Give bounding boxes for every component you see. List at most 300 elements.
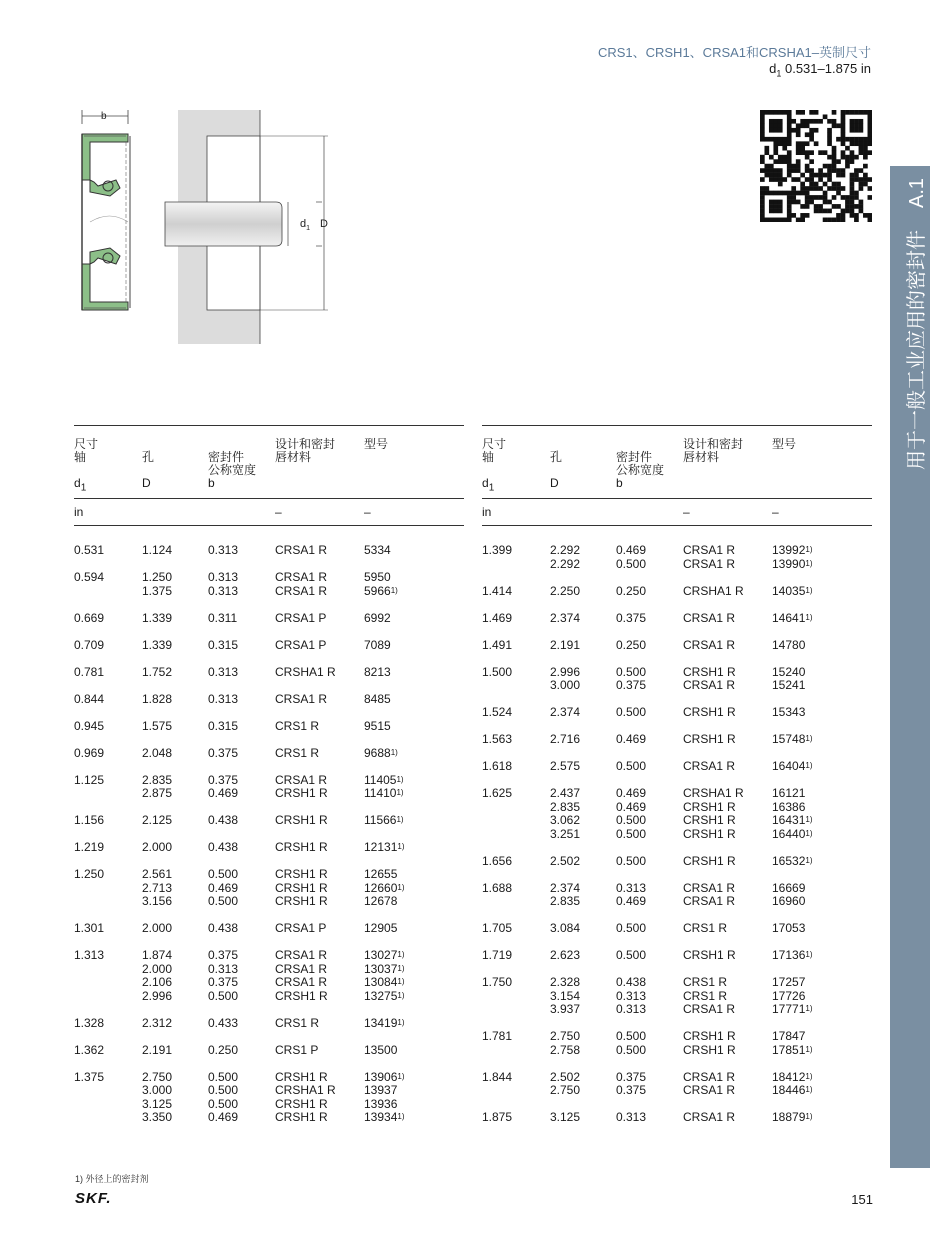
designation-cell-line [364, 976, 464, 990]
bore-value: 1.828 [142, 691, 173, 706]
design-value: CRSA1 R [275, 961, 328, 976]
design-value: CRSH1 R [275, 1110, 328, 1124]
width-value: 0.313 [208, 691, 239, 706]
designation-cell-line [364, 747, 464, 761]
bore-value: 2.328 [550, 975, 581, 989]
design-value: CRSH1 R [683, 948, 736, 962]
bore-value: 1.375 [142, 583, 173, 598]
width-value: 0.250 [208, 1042, 239, 1057]
shaft-diameter: 1.688 [482, 880, 513, 895]
bore-diameter [550, 747, 616, 774]
shaft-diameter: 1.469 [482, 610, 513, 625]
bore-value: 2.048 [142, 745, 173, 760]
bore-diameter [550, 1017, 616, 1058]
bore-value: 2.125 [142, 813, 173, 827]
design-value: CRSA1 R [275, 975, 328, 989]
bore-value: 2.561 [142, 867, 173, 881]
design-material [683, 625, 772, 652]
bore-value: 2.106 [142, 975, 173, 989]
footnote-marker: 1) [805, 828, 813, 838]
design-value: CRSA1 R [275, 583, 328, 598]
designation [772, 720, 872, 747]
shaft-diameter: 1.500 [482, 664, 513, 679]
designation-value: 16960 [772, 894, 806, 908]
table-row [74, 828, 464, 855]
designation [772, 747, 872, 774]
shaft-diameter: 0.781 [74, 664, 105, 679]
footnote-marker: 1) [805, 1004, 813, 1013]
designation [364, 652, 464, 679]
table-row [482, 625, 872, 652]
width-value: 0.469 [616, 786, 647, 800]
design-material [683, 841, 772, 868]
footnote-marker: 1) [397, 842, 405, 851]
header-width: 密封件 公称宽度 [208, 450, 257, 477]
bore-value: 3.084 [550, 921, 581, 935]
design-value: CRS1 R [275, 745, 320, 760]
seal-width [616, 868, 683, 909]
seal-width [208, 828, 275, 855]
table-row [74, 598, 464, 625]
header-sym-d1 [74, 476, 87, 494]
designation-value: 5950 [364, 570, 391, 584]
sym-d-sub: 1 [488, 482, 495, 494]
designation [364, 733, 464, 760]
seal-width [208, 625, 275, 652]
designation-cell-line [772, 585, 872, 599]
footnote-marker: 1) [805, 855, 813, 865]
table-row [482, 774, 872, 842]
bore-value: 2.000 [142, 840, 173, 854]
design-material [683, 1017, 772, 1058]
dash-cell: – [772, 499, 872, 526]
bore-value: 2.750 [550, 1029, 581, 1043]
designation-value: 8213 [364, 664, 391, 679]
bore-diameter [142, 1030, 208, 1057]
col-header-bore [550, 426, 616, 499]
seal-width [208, 526, 275, 558]
footnote-marker: 1) [390, 747, 398, 757]
seal-width [208, 1030, 275, 1057]
designation-value: 13937 [364, 1083, 398, 1097]
designation [364, 801, 464, 828]
designation-value: 16669 [772, 880, 806, 895]
designation-cell-line [364, 814, 464, 828]
header-designation: 型号 [364, 437, 389, 451]
footnote-marker: 1) [805, 1071, 813, 1081]
sidebar-title: 用于一般工业应用的密封件 [906, 230, 928, 470]
bore-value: 2.750 [142, 1069, 173, 1084]
shaft-diameter: 0.594 [74, 570, 105, 584]
bore-diameter [142, 760, 208, 801]
width-value: 0.500 [616, 921, 647, 935]
design-value: CRSA1 R [275, 543, 328, 557]
col-header-designation [364, 426, 464, 499]
design-value: CRSH1 R [275, 786, 328, 800]
width-value: 0.469 [616, 799, 647, 814]
header-shaft: 轴 [74, 450, 87, 464]
width-value: 0.500 [208, 1069, 239, 1084]
design-material [275, 733, 364, 760]
header-sym-D: D [550, 476, 559, 490]
table-row [74, 1003, 464, 1030]
designation [772, 1017, 872, 1058]
designation [772, 841, 872, 868]
bore-diameter [550, 774, 616, 842]
seal-width [208, 598, 275, 625]
design-value: CRSA1 R [683, 894, 736, 908]
seal-technical-drawing [70, 100, 370, 360]
seal-width [616, 598, 683, 625]
shaft-diameter: 1.844 [482, 1069, 513, 1084]
design-value: CRSA1 R [683, 543, 736, 557]
designation-value: 13500 [364, 1042, 398, 1057]
col-header-designation [772, 426, 872, 499]
bore-diameter [142, 598, 208, 625]
width-value: 0.469 [616, 894, 647, 908]
width-value: 0.375 [616, 1083, 647, 1097]
designation-value: 7089 [364, 637, 391, 652]
designation [772, 963, 872, 1017]
seal-width [208, 652, 275, 679]
dash-cell: – [364, 499, 464, 526]
range-value: 0.531–1.875 in [781, 61, 871, 76]
page-header-range [769, 61, 871, 79]
footnote-marker: 1) [805, 585, 813, 595]
header-design: 设计和密封 唇材料 [275, 437, 336, 464]
table-body-left [74, 526, 464, 1125]
bore-value: 2.713 [142, 880, 173, 895]
designation-value: 13084 [364, 975, 398, 989]
design-value: CRSA1 P [275, 637, 327, 652]
designation [364, 558, 464, 599]
design-material [275, 801, 364, 828]
designation [364, 760, 464, 801]
designation-value: 13990 [772, 556, 806, 571]
bore-value: 3.125 [142, 1096, 173, 1111]
sidebar-label [900, 178, 929, 470]
design-material [275, 1057, 364, 1125]
designation-cell-line [364, 1017, 464, 1031]
footnote-marker: 1) [390, 585, 398, 595]
designation [772, 693, 872, 720]
designation-value: 13027 [364, 948, 398, 962]
bore-diameter [550, 868, 616, 909]
bore-diameter [550, 571, 616, 598]
shaft-diameter: 0.945 [74, 718, 105, 733]
table-row [482, 841, 872, 868]
design-material [275, 625, 364, 652]
bore-value: 3.156 [142, 894, 173, 908]
design-value: CRSH1 R [275, 867, 328, 881]
bore-value: 2.996 [550, 664, 581, 679]
seal-width [616, 625, 683, 652]
footnote-marker: 1) [805, 1085, 813, 1094]
designation [364, 828, 464, 855]
bore-value: 2.835 [550, 799, 581, 814]
shaft-diameter: 1.618 [482, 759, 513, 773]
header-width: 密封件 公称宽度 [616, 450, 665, 477]
designation-value: 12660 [364, 880, 398, 895]
designation-cell-line [364, 585, 464, 599]
seal-width [208, 760, 275, 801]
width-value: 0.500 [208, 867, 239, 881]
design-value: CRSH1 R [275, 988, 328, 1003]
table-row [482, 868, 872, 909]
designation-value: 17771 [772, 1002, 806, 1016]
footnote-marker: 1) [397, 1017, 405, 1027]
table-row [482, 1098, 872, 1125]
table-row [482, 936, 872, 963]
designation-value: 13275 [364, 988, 398, 1003]
design-value: CRS1 R [275, 718, 320, 733]
designation-cell-line [364, 990, 464, 1004]
shaft-diameter: 1.414 [482, 583, 513, 598]
shaft-diameter: 1.656 [482, 853, 513, 868]
designation [772, 1057, 872, 1098]
designation-value: 15241 [772, 678, 806, 692]
width-value: 0.375 [616, 1069, 647, 1084]
footnote-marker: 1) [805, 761, 813, 770]
bore-value: 1.250 [142, 570, 173, 584]
shaft-diameter: 1.563 [482, 732, 513, 746]
designation-cell-line [772, 760, 872, 774]
shaft-diameter: 1.524 [482, 705, 513, 719]
col-header-width [616, 426, 683, 499]
width-value: 0.313 [208, 664, 239, 679]
table-row [482, 1017, 872, 1058]
col-header-bore [142, 426, 208, 499]
designation-value: 9515 [364, 718, 391, 733]
sidebar-code: A.1 [906, 177, 928, 208]
shaft-diameter: 0.709 [74, 637, 105, 652]
footnote-marker: 1) [397, 963, 405, 973]
designation-value: 16431 [772, 813, 806, 827]
designation-cell-line [772, 1003, 872, 1017]
footnote-marker: 1) [805, 1044, 813, 1054]
designation-value: 12131 [364, 840, 398, 854]
designation-cell-line [772, 828, 872, 842]
dimensions-table-left [74, 425, 464, 1125]
col-header-shaft [74, 426, 142, 499]
designation-value: 15748 [772, 732, 806, 746]
seal-width [208, 855, 275, 909]
design-value: CRSHA1 R [275, 664, 336, 679]
table-row [74, 558, 464, 599]
designation [364, 909, 464, 936]
table-row [74, 801, 464, 828]
bore-value: 2.191 [142, 1042, 173, 1057]
designation-value: 17851 [772, 1042, 806, 1057]
designation-value: 12905 [364, 921, 398, 935]
design-material [683, 652, 772, 693]
width-value: 0.500 [616, 813, 647, 827]
table-row [482, 1057, 872, 1098]
designation-cell-line [364, 963, 464, 977]
width-value: 0.313 [208, 583, 239, 598]
bore-value: 3.000 [550, 678, 581, 692]
shaft-diameter: 0.969 [74, 745, 105, 760]
designation [364, 1003, 464, 1030]
designation [772, 909, 872, 936]
designation [364, 1057, 464, 1125]
table-row [74, 909, 464, 936]
designation-value: 5334 [364, 543, 391, 557]
label-D: D [320, 218, 328, 230]
designation-value: 11410 [364, 786, 397, 800]
bore-value: 2.502 [550, 853, 581, 868]
seal-width [616, 936, 683, 963]
width-value: 0.469 [616, 543, 647, 557]
design-value: CRSH1 R [275, 813, 328, 827]
designation-cell-line [364, 774, 464, 788]
shaft-diameter: 1.362 [74, 1042, 105, 1057]
footnote-marker: 1) [805, 612, 813, 622]
designation-cell-line [772, 1111, 872, 1125]
design-value: CRS1 R [683, 988, 728, 1003]
seal-width [616, 841, 683, 868]
table-row [74, 855, 464, 909]
width-value: 0.500 [616, 853, 647, 868]
width-value: 0.315 [208, 637, 239, 652]
shaft-diameter: 1.399 [482, 543, 513, 557]
designation [772, 526, 872, 572]
designation-value: 9688 [364, 745, 391, 760]
design-material [683, 598, 772, 625]
sym-d-sub: 1 [80, 482, 87, 494]
table-row [74, 733, 464, 760]
bore-diameter [142, 625, 208, 652]
design-value: CRSA1 R [683, 880, 736, 895]
designation-value: 13936 [364, 1096, 398, 1111]
bore-diameter [550, 841, 616, 868]
shaft-diameter: 1.301 [74, 921, 105, 935]
designation-value: 17136 [772, 948, 806, 962]
width-value: 0.375 [208, 772, 239, 787]
design-value: CRSH1 R [683, 813, 736, 827]
footnote-marker: 1) [397, 950, 405, 959]
design-value: CRS1 R [683, 921, 728, 935]
shaft-diameter: 1.375 [74, 1069, 105, 1084]
width-value: 0.500 [616, 826, 647, 841]
bore-diameter [142, 828, 208, 855]
table-row [74, 652, 464, 679]
header-bore: 孔 [142, 450, 155, 464]
bore-diameter [550, 936, 616, 963]
unit-cell: in [482, 499, 550, 526]
width-value: 0.500 [616, 664, 647, 679]
designation-value: 12678 [364, 894, 398, 908]
design-material [275, 652, 364, 679]
designation-cell-line [772, 1071, 872, 1085]
shaft-diameter: 1.781 [482, 1029, 513, 1043]
design-value: CRSH1 R [275, 1069, 328, 1084]
width-value: 0.500 [616, 1042, 647, 1057]
designation-value: 17053 [772, 921, 806, 935]
bore-value: 2.292 [550, 543, 581, 557]
designation [364, 1030, 464, 1057]
design-material [275, 598, 364, 625]
bore-diameter [142, 1003, 208, 1030]
design-value: CRSH1 R [683, 732, 736, 746]
design-value: CRSA1 R [683, 637, 736, 652]
designation-value: 16121 [772, 786, 806, 800]
header-sym-D: D [142, 476, 151, 490]
width-value: 0.375 [616, 678, 647, 692]
design-value: CRSH1 R [683, 826, 736, 841]
designation-value: 15343 [772, 705, 806, 719]
seal-width [208, 706, 275, 733]
bore-value: 1.124 [142, 543, 173, 557]
designation-cell-line [364, 1071, 464, 1085]
footnote-marker: 1) [396, 774, 404, 784]
bore-value: 2.996 [142, 988, 173, 1003]
bore-value: 2.502 [550, 1069, 581, 1084]
footnote-marker: 1) [805, 734, 813, 743]
table-row [74, 760, 464, 801]
width-value: 0.500 [616, 556, 647, 571]
bore-value: 2.716 [550, 732, 581, 746]
bore-value: 2.437 [550, 786, 581, 800]
seal-width [616, 909, 683, 936]
shaft-diameter: 0.669 [74, 610, 105, 625]
design-material [683, 936, 772, 963]
design-value: CRSH1 R [683, 664, 736, 679]
designation [772, 774, 872, 842]
seal-width [616, 1017, 683, 1058]
bore-value: 2.750 [550, 1083, 581, 1097]
designation [772, 868, 872, 909]
width-value: 0.313 [616, 880, 647, 895]
bore-diameter [142, 652, 208, 679]
width-value: 0.500 [616, 948, 647, 962]
footnote-marker: 1) [805, 815, 813, 824]
designation-value: 13037 [364, 961, 398, 976]
width-value: 0.500 [208, 988, 239, 1003]
col-header-width [208, 426, 275, 499]
designation-value: 13934 [364, 1110, 398, 1124]
designation [772, 598, 872, 625]
designation [364, 625, 464, 652]
width-value: 0.313 [208, 543, 239, 557]
width-value: 0.438 [208, 840, 239, 854]
design-material [683, 720, 772, 747]
bore-value: 3.125 [550, 1110, 581, 1124]
designation-value: 17257 [772, 975, 806, 989]
width-value: 0.438 [208, 921, 239, 935]
col-header-design [683, 426, 772, 499]
design-value: CRSA1 R [683, 556, 736, 571]
design-material [275, 526, 364, 558]
width-value: 0.250 [616, 637, 647, 652]
width-value: 0.469 [208, 786, 239, 800]
design-material [683, 909, 772, 936]
design-value: CRSH1 R [275, 880, 328, 895]
width-value: 0.311 [208, 610, 238, 625]
range-symbol-sub: 1 [776, 68, 782, 79]
design-material [275, 909, 364, 936]
width-value: 0.438 [616, 975, 647, 989]
designation-value: 14641 [772, 610, 806, 625]
bore-value: 2.250 [550, 583, 581, 598]
design-material [275, 558, 364, 599]
bore-value: 2.000 [142, 961, 173, 976]
shaft-diameter: 1.875 [482, 1110, 513, 1124]
seal-width [616, 1057, 683, 1098]
shaft-diameter: 1.328 [74, 1015, 105, 1030]
shaft-diameter: 1.491 [482, 637, 513, 652]
bore-value: 3.154 [550, 988, 581, 1003]
